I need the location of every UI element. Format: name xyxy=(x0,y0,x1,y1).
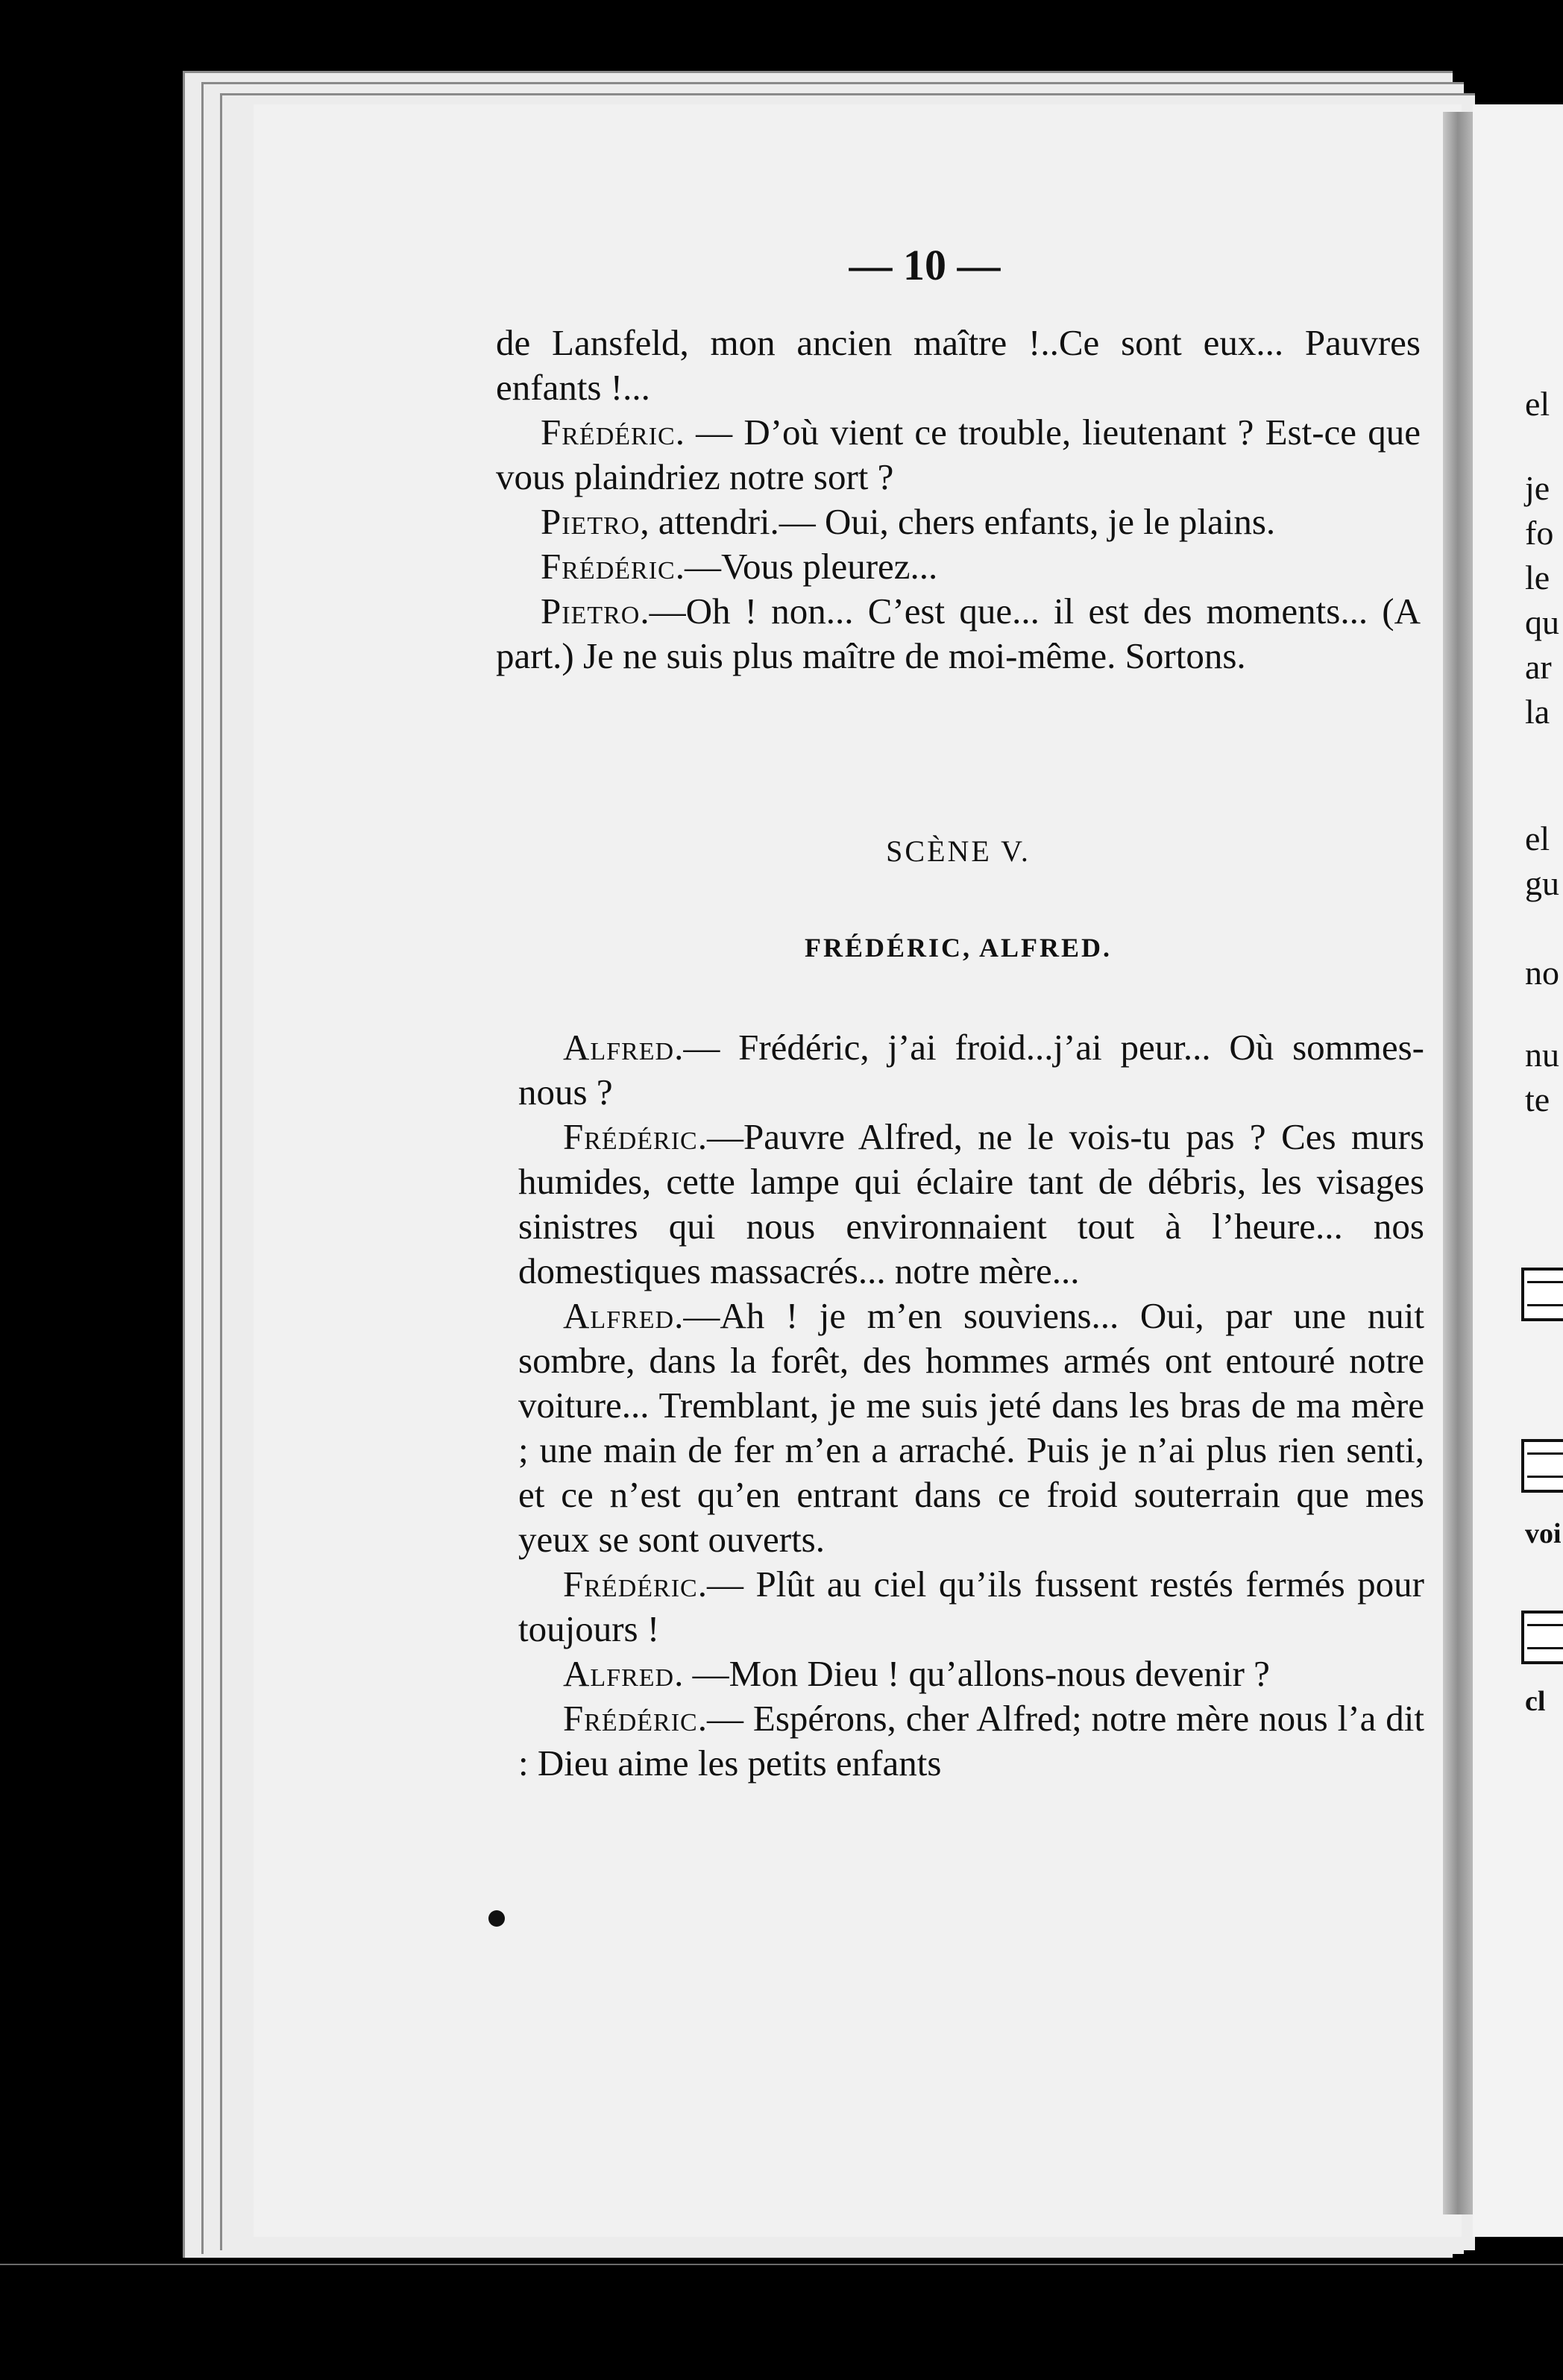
facing-page-edge xyxy=(1473,104,1563,2237)
paragraph xyxy=(496,500,1421,544)
music-score-icon xyxy=(1521,1439,1563,1493)
speaker-name: Alfred xyxy=(563,1027,675,1068)
facing-page-fragment: fo xyxy=(1525,514,1554,552)
paragraph-text: .—Vous pleurez... xyxy=(675,546,938,587)
facing-page-fragment: ar xyxy=(1525,648,1552,686)
paragraph-text: de Lansfeld, mon ancien maître !..Ce sont eux... Pauvres enfants !... xyxy=(496,322,1421,408)
paragraph xyxy=(496,321,1421,410)
ink-spot xyxy=(488,1910,505,1927)
paragraph xyxy=(496,544,1421,589)
paragraph-text: .—Ah ! je m’en souviens... Oui, par une nuit sombre, dans la forêt, des hommes armés ont entouré notre voiture... Tremblant, je me suis jeté dans les bras de ma mère ; une main de fer m’en a arraché. Puis je n’ai plus rien senti, et ce n’est qu’en entrant dans ce froid souterrain que mes yeux se sont ouverts. xyxy=(518,1295,1424,1560)
scene-text xyxy=(518,1025,1424,1786)
paragraph-text: . — D’où vient ce trouble, lieutenant ? Est-ce que vous plaindriez notre sort ? xyxy=(496,412,1421,497)
speaker-name: Frédéric xyxy=(563,1564,698,1605)
paragraph xyxy=(518,1294,1424,1562)
facing-page-fragment: no xyxy=(1525,954,1559,992)
paragraph-text: .—Pauvre Alfred, ne le vois-tu pas ? Ces murs humides, cette lampe qui éclaire tant de débris, les visages sinistres qui nous environnaient tout à l’heure... nos domestiques massacrés... notre mère... xyxy=(518,1116,1424,1291)
speaker-name: Pietro xyxy=(541,591,641,632)
facing-page-fragment: el xyxy=(1525,385,1550,423)
speaker-name: Frédéric xyxy=(541,546,676,587)
book-gutter xyxy=(1443,112,1473,2214)
paragraph xyxy=(518,1652,1424,1696)
speaker-name: Alfred xyxy=(563,1653,675,1694)
paragraph-text: .— Espérons, cher Alfred; notre mère nous l’a dit : Dieu aime les petits enfants xyxy=(518,1698,1424,1784)
paragraph xyxy=(496,589,1421,679)
opening-text xyxy=(496,321,1421,679)
facing-page-fragment: cl xyxy=(1525,1686,1546,1717)
facing-page-fragment: le xyxy=(1525,558,1550,596)
page-number: — 10 — xyxy=(849,241,1001,289)
paragraph xyxy=(518,1696,1424,1786)
music-score-icon xyxy=(1521,1268,1563,1321)
speaker-name: Alfred xyxy=(563,1295,675,1336)
paragraph-text: , attendri.— Oui, chers enfants, je le plains. xyxy=(640,501,1276,542)
facing-page-fragment: qu xyxy=(1525,603,1559,641)
facing-page-fragment: gu xyxy=(1525,864,1559,902)
music-score-icon xyxy=(1521,1611,1563,1664)
paragraph-text: .— Plût au ciel qu’ils fussent restés fermés pour toujours ! xyxy=(518,1564,1424,1649)
paragraph xyxy=(518,1115,1424,1294)
paragraph xyxy=(496,410,1421,500)
speaker-name: Frédéric xyxy=(563,1116,698,1157)
scene-characters: FRÉDÉRIC, ALFRED. xyxy=(804,933,1113,963)
speaker-name: Pietro xyxy=(541,501,641,542)
facing-page-fragment: te xyxy=(1525,1080,1550,1118)
facing-page-fragment: je xyxy=(1525,469,1550,507)
paragraph-text: .—Oh ! non... C’est que... il est des moments... (A part.) Je ne suis plus maître de moi-même. Sortons. xyxy=(496,591,1421,676)
facing-page-fragment: voi xyxy=(1525,1518,1562,1549)
paragraph-text: . —Mon Dieu ! qu’allons-nous devenir ? xyxy=(674,1653,1270,1694)
facing-page-fragment: nu xyxy=(1525,1036,1559,1074)
facing-page-fragment: el xyxy=(1525,819,1550,857)
paragraph xyxy=(518,1562,1424,1652)
paragraph-text: .— Frédéric, j’ai froid...j’ai peur... Où sommes-nous ? xyxy=(518,1027,1424,1112)
speaker-name: Frédéric xyxy=(541,412,676,453)
speaker-name: Frédéric xyxy=(563,1698,698,1739)
scene-heading: SCÈNE V. xyxy=(886,834,1031,868)
facing-page-fragment: la xyxy=(1525,693,1550,731)
paragraph xyxy=(518,1025,1424,1115)
scan-edge-line xyxy=(0,2264,1563,2265)
